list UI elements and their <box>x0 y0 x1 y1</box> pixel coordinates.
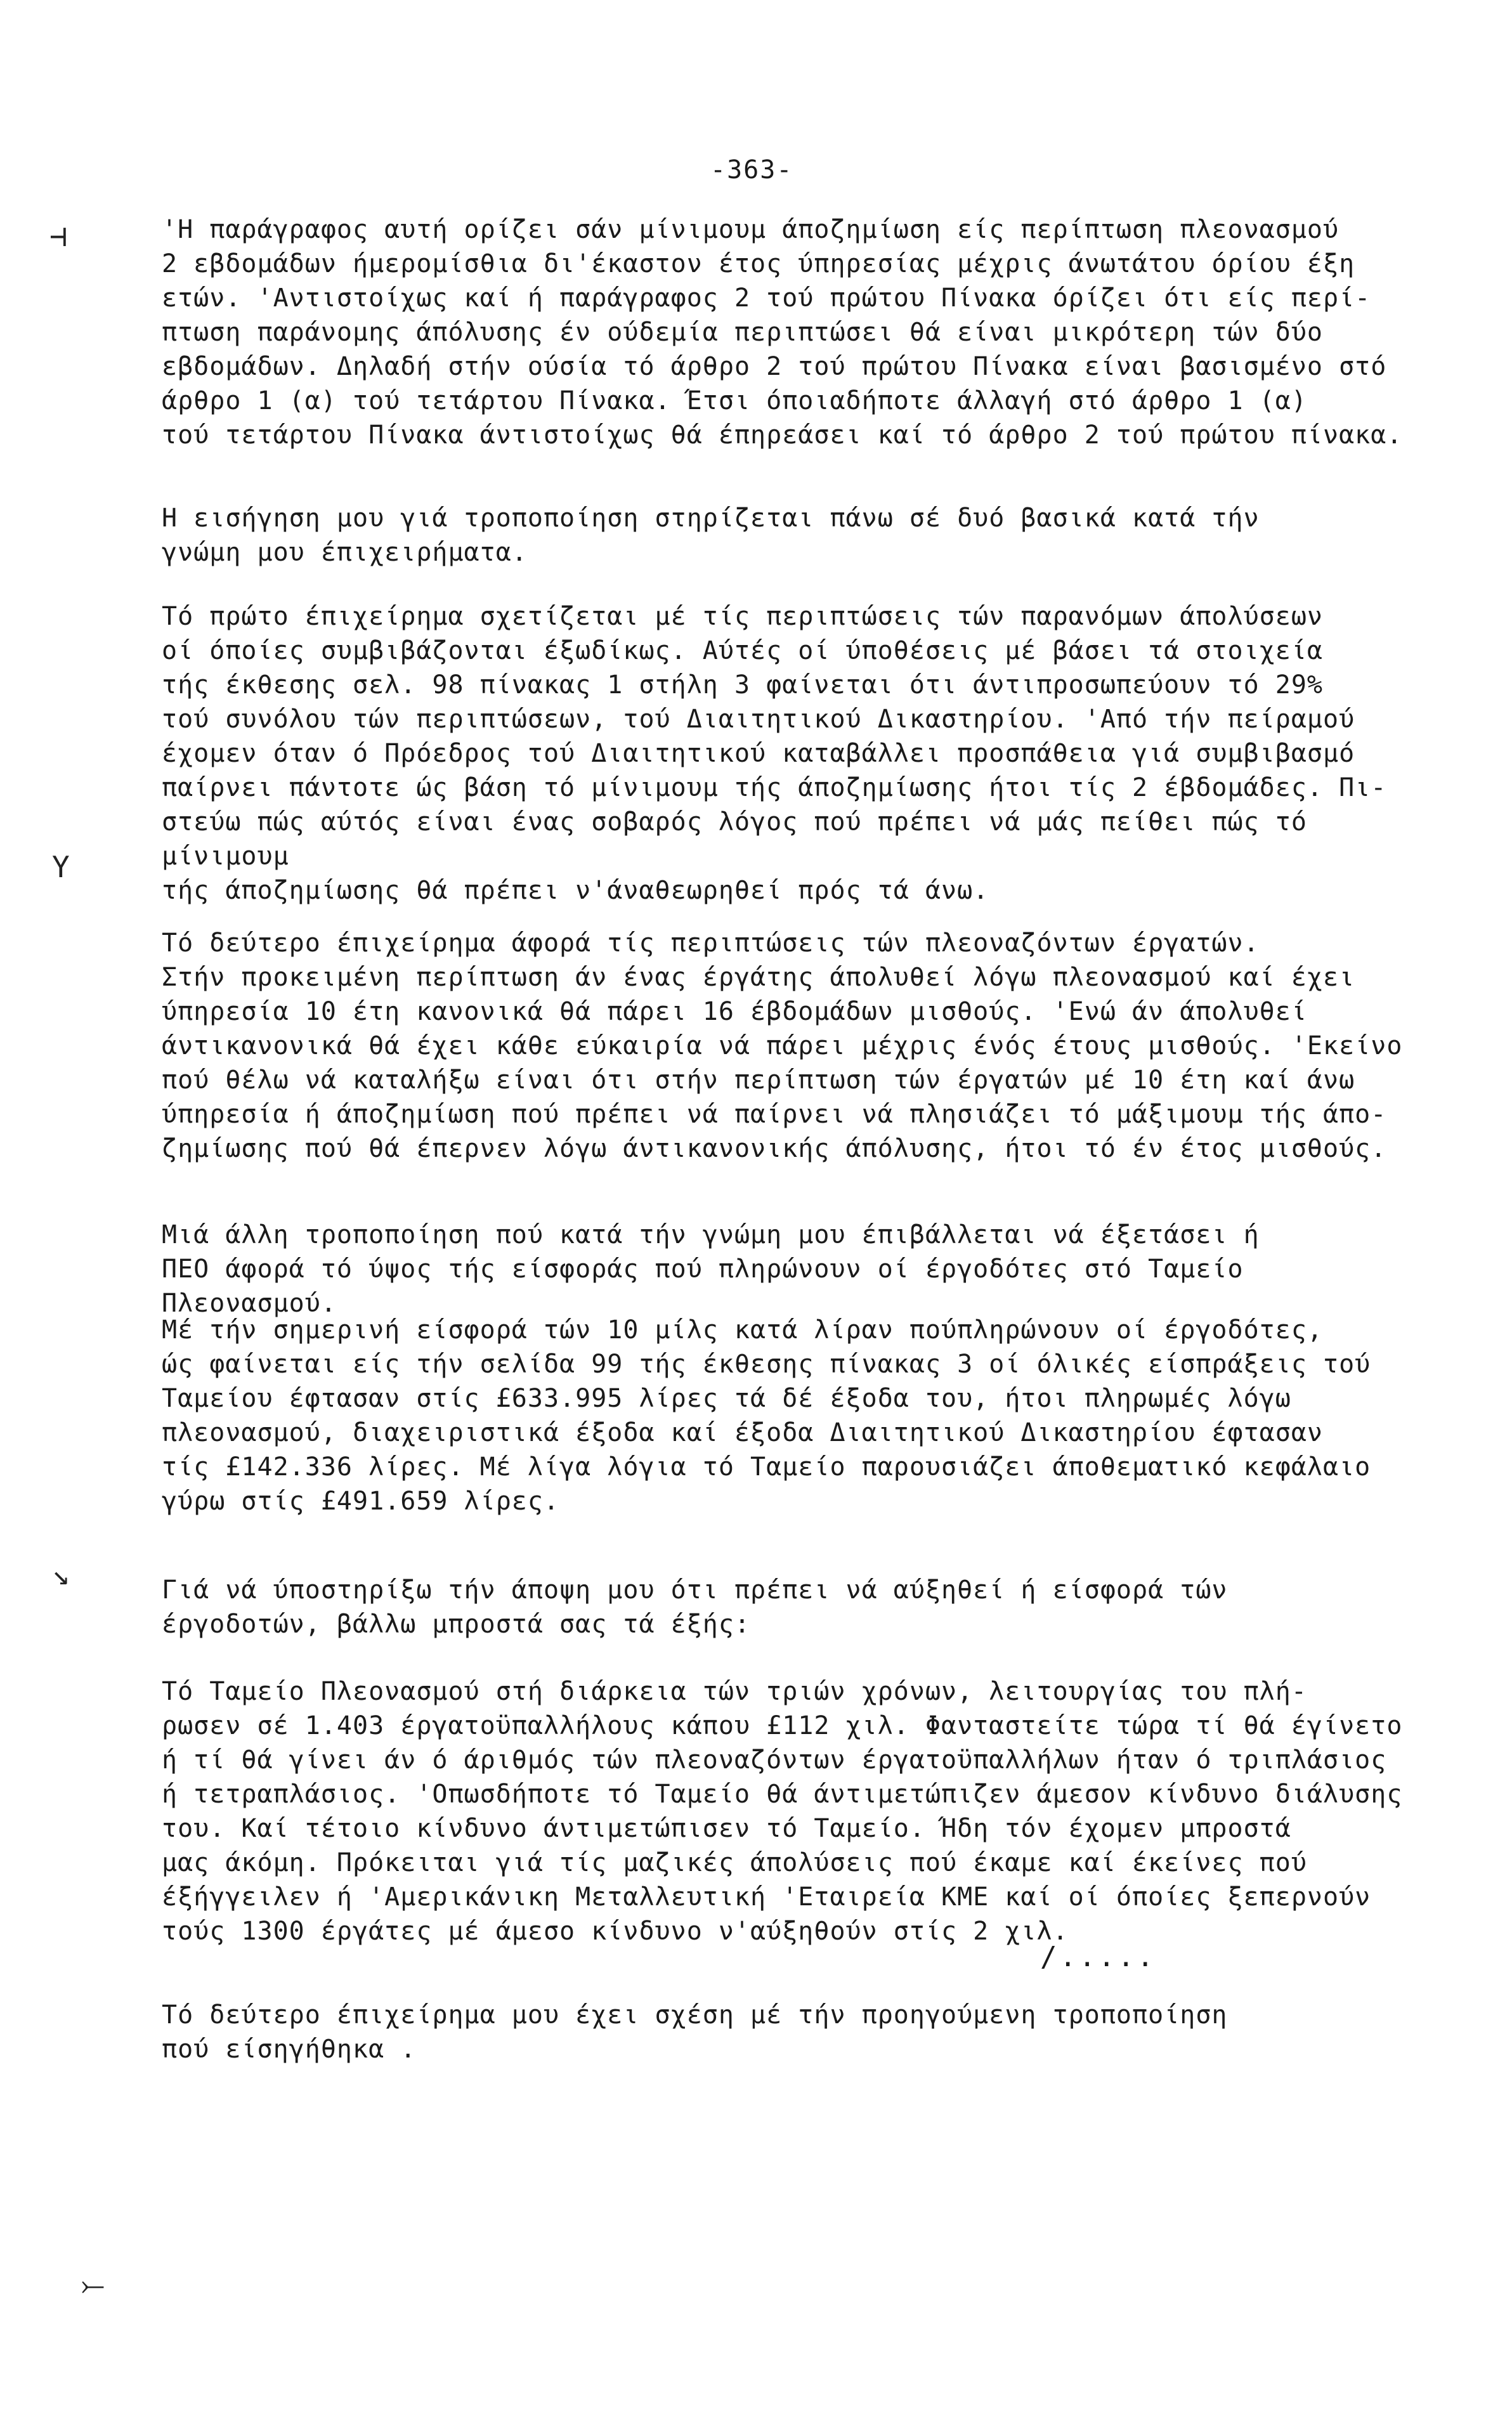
margin-tick-mark: ↘ <box>52 1557 70 1591</box>
margin-tick-mark: Y <box>52 850 70 884</box>
continuation-mark: /..... <box>1040 1941 1156 1973</box>
paragraph-2: Η εισήγηση μου γιά τροποποίηση στηρίζεται πάνω σέ δυό βασικά κατά τήν γνώμη μου έπιχειρήματα. <box>162 504 1260 567</box>
margin-tick-mark: ⤚ <box>81 2267 105 2302</box>
paragraph-8: Τό Ταμείο Πλεονασμού στή διάρκεια τών τριών χρόνων, λειτουργίας του πλή- ρωσεν σέ 1.403 έργατοϋπαλλήλους κάπου £112 χιλ. Φανταστείτε τώρα τί θά έγίνετο ή τί θά γίνει άν ό άριθμός τών πλεοναζόντων έργατοϋπαλλήλων ήταν ό τριπλάσιος ή τετραπλάσιος. 'Οπωσδήποτε τό Ταμείο θά άντιμετώπιζεν άμεσον κίνδυνο διάλυσης του. Καί τέτοιο κίνδυνο άντιμετώπισεν τό Ταμείο. Ήδη τόν έχομεν μπροστά μας άκόμη. Πρόκειται γιά τίς μαζικές άπολύσεις πού έκαμε καί έκείνες πού έξήγγειλεν ή 'Αμερικάνικη Μεταλλευτική 'Εταιρεία ΚΜΕ καί οί όποίες ξεπερνούν τούς 1300 έργάτες μέ άμεσο κίνδυνο ν'αύξηθούν στίς 2 χιλ. <box>162 1677 1403 1946</box>
paragraph-4: Τό δεύτερο έπιχείρημα άφορά τίς περιπτώσεις τών πλεοναζόντων έργατών. Στήν προκειμένη περίπτωση άν ένας έργάτης άπολυθεί λόγω πλεονασμού καί έχει ύπηρεσία 10 έτη κανονικά θά πάρει 16 έβδομάδων μισθούς. 'Ενώ άν άπολυθεί άντικανονικά θά έχει κάθε εύκαιρία νά πάρει μέχρις ένός έτους μισθούς. 'Εκείνο πού θέλω νά καταλήξω είναι ότι στήν περίπτωση τών έργατών μέ 10 έτη καί άνω ύπηρεσία ή άποζημίωση πού πρέπει νά παίρνει νά πλησιάζει τό μάξιμουμ τής άπο- ζημίωσης πού θά έπερνεν λόγω άντικανονικής άπόλυσης, ήτοι τό έν έτος μισθούς. <box>162 929 1403 1163</box>
paragraph-5: Μιά άλλη τροποποίηση πού κατά τήν γνώμη μου έπιβάλλεται νά έξετάσει ή ΠΕΟ άφορά τό ύψος τής είσφοράς πού πληρώνουν οί έργοδότες στό Ταμείο Πλεονασμού. <box>162 1220 1260 1318</box>
page-number: -363- <box>710 155 793 185</box>
paragraph-3: Τό πρώτο έπιχείρημα σχετίζεται μέ τίς περιπτώσεις τών παρανόμων άπολύσεων οί όποίες συμβιβάζονται έξωδίκως. Αύτές οί ύποθέσεις μέ βάσει τά στοιχεία τής έκθεσης σελ. 98 πίνακας 1 στήλη 3 φαίνεται ότι άντιπροσωπεύουν τό 29% τού συνόλου τών περιπτώσεων, τού Διαιτητικού Δικαστηρίου. 'Από τήν πείραμού έχομεν όταν ό Πρόεδρος τού Διαιτητικού καταβάλλει προσπάθεια γιά συμβιβασμό παίρνει πάντοτε ώς βάση τό μίνιμουμ τής άποζημίωσης ήτοι τίς 2 έβδομάδες. Πι- στεύω πώς αύτός είναι ένας σοβαρός λόγος πού πρέπει νά μάς πείθει πώς τό μίνιμουμ τής άποζημίωσης θά πρέπει ν'άναθεωρηθεί πρός τά άνω. <box>162 602 1387 905</box>
margin-tick-mark: ⊣ <box>49 219 67 253</box>
paragraph-7: Γιά νά ύποστηρίξω τήν άποψη μου ότι πρέπει νά αύξηθεί ή είσφορά τών έργοδοτών, βάλλω μπροστά σας τά έξής: <box>162 1575 1228 1639</box>
paragraph-9: Τό δεύτερο έπιχείρημα μου έχει σχέση μέ τήν προηγούμενη τροποποίηση πού είσηγήθηκα . <box>162 2000 1228 2064</box>
paragraph-1: 'Η παράγραφος αυτή ορίζει σάν μίνιμουμ άποζημίωση είς περίπτωση πλεονασμού 2 εβδομάδων ήμερομίσθια δι'έκαστον έτος ύπηρεσίας μέχρις άνωτάτου όρίου έξη ετών. 'Αντιστοίχως καί ή παράγραφος 2 τού πρώτου Πίνακα όρίζει ότι είς περί- πτωση παράνομης άπόλυσης έν ούδεμία περιπτώσει θά είναι μικρότερη τών δύο εβδομάδων. Δηλαδή στήν ούσία τό άρθρο 2 τού πρώτου Πίνακα είναι βασισμένο στό άρθρο 1 (α) τού τετάρτου Πίνακα. Έτσι όποιαδήποτε άλλαγή στό άρθρο 1 (α) τού τετάρτου Πίνακα άντιστοίχως θά έπηρεάσει καί τό άρθρο 2 τού πρώτου πίνακα. <box>162 215 1403 450</box>
paragraph-6: Μέ τήν σημερινή είσφορά τών 10 μίλς κατά λίραν πούπληρώνουν οί έργοδότες, ώς φαίνεται είς τήν σελίδα 99 τής έκθεσης πίνακας 3 οί όλικές είσπράξεις τού Ταμείου έφτασαν στίς £633.995 λίρες τά δέ έξοδα του, ήτοι πληρωμές λόγω πλεονασμού, διαχειριστικά έξοδα καί έξοδα Διαιτητικού Δικαστηρίου έφτασαν τίς £142.336 λίρες. Μέ λίγα λόγια τό Ταμείο παρουσιάζει άποθεματικό κεφάλαιο γύρω στίς £491.659 λίρες. <box>162 1315 1371 1516</box>
